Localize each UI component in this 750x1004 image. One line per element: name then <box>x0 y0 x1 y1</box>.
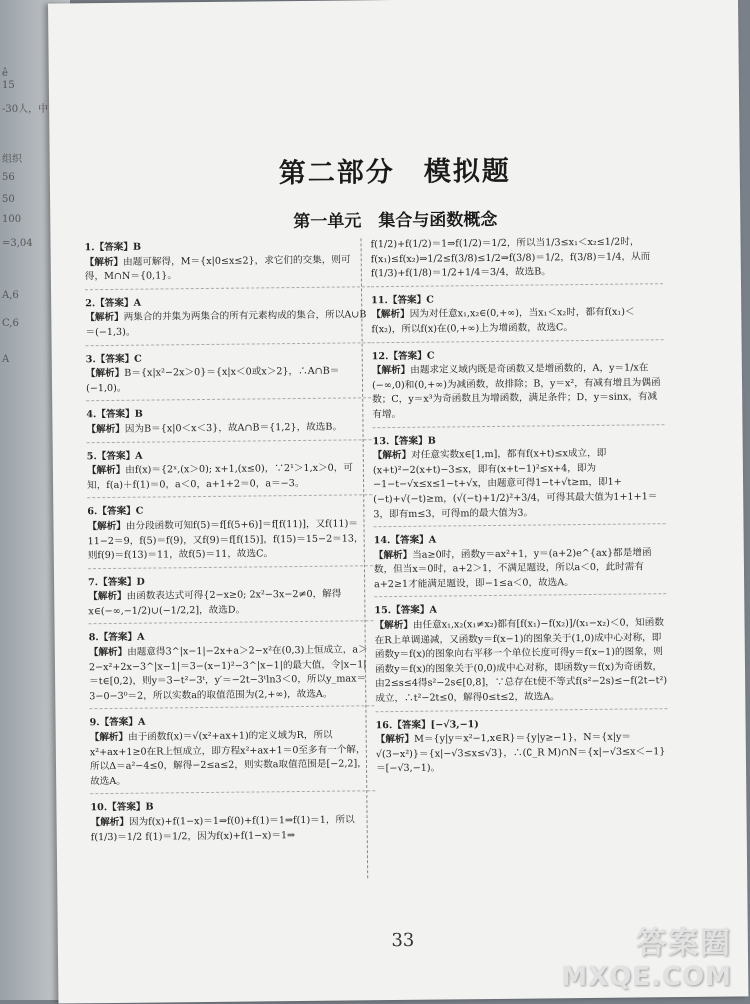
explanation-text: 由于函数f(x)＝√(x²+ax+1)的定义域为R，所以x²+ax+1≥0在R上恒成立，即方程x²+ax+1＝0至多有一个解，所以Δ＝a²−4≤0，解得−2≤a≤2，则实数a取值范围是[−2,2]，故选A。 <box>89 729 367 788</box>
explanation-text: 由题求定义域内既是奇函数又是增函数的，A，y＝1/x在(−∞,0)和(0,+∞)为减函数，故排除；B，y＝x²，有减有增且为偶函数；C，y＝x³为奇函数且为增函数，满足条件；D，y＝sinx，有减有增。 <box>371 362 661 421</box>
answer-label: 9.【答案】A <box>89 717 146 729</box>
explanation-text: 对任意实数x∈[1,m]，都有f(x+t)≤x成立，即(x+t)²−2(x+t)−3≤x，即有(x+t−1)²≤x+4，即为−1−t−√x≤x≤1−t+√x，由题意可得1−t+√t≥m，即1+(−t)+√(−t)≥m，(√(−t)+1/2)²+3/4，可得其最大值为1+1+1＝3，即有m≤3，可得m的最大值为3。 <box>372 447 658 520</box>
explanation-text: 由题可解得，M＝{x|0≤x≤2}，求它们的交集，则可得，M∩N＝{0,1}。 <box>84 254 351 283</box>
item-separator <box>87 495 372 499</box>
explanation-tag: 【解析】 <box>372 449 412 462</box>
answer-label: 6.【答案】C <box>87 505 144 518</box>
explanation-tag: 【解析】 <box>373 549 413 561</box>
explanation-text: 两集合的并集为两集合的所有元素构成的集合，所以A∪B＝(−1,3)。 <box>85 309 367 339</box>
explanation-text: M＝{y|y＝x²−1,x∈R}＝{y|y≥−1}，N＝{x|y＝√(3−x²)}＝{x|−√3≤x≤√3}，∴(∁_R M)∩N＝{x|−√3≤x＜−1}＝[−√3,−1)。 <box>375 731 666 775</box>
answer-item <box>374 602 667 712</box>
adjacent-page-fragment: =3,04 <box>2 238 33 249</box>
explanation-tag: 【解析】 <box>85 312 124 324</box>
answer-label: 4.【答案】B <box>86 408 143 421</box>
adjacent-page-fragment: 100 <box>2 214 22 225</box>
explanation-tag: 【解析】 <box>90 816 130 829</box>
answer-item <box>86 350 371 402</box>
explanation-tag: 【解析】 <box>375 734 415 746</box>
answer-label: 10.【答案】B <box>90 801 154 814</box>
answer-item <box>371 291 663 343</box>
item-separator <box>86 342 371 346</box>
explanation-tag: 【解析】 <box>371 309 410 321</box>
answer-item <box>376 716 669 777</box>
answer-item <box>370 235 662 287</box>
item-separator <box>90 791 375 795</box>
left-column <box>85 238 376 852</box>
explanation-text: 由分段函数可知f(5)＝f[f(5+6)]＝f[f(11)]，又f(11)＝11−2＝9，f(5)＝f(9)，又f(9)＝f[f(15)]，f(15)＝15−2＝13，则f(9)＝f(13)＝11，故f(5)＝11，故选C。 <box>87 518 364 562</box>
item-separator <box>87 439 372 443</box>
item-separator <box>86 398 371 402</box>
explanation-tag: 【解析】 <box>89 731 129 744</box>
answer-label: 11.【答案】C <box>371 294 434 307</box>
item-separator <box>371 283 663 287</box>
explanation-tag: 【解析】 <box>85 367 125 380</box>
answer-label: 16.【答案】[−√3,−1) <box>375 718 479 731</box>
item-separator <box>85 286 370 290</box>
adjacent-page-fragment: -30人，中 <box>2 104 49 115</box>
answer-label: 7.【答案】D <box>88 576 145 588</box>
answer-item <box>85 238 370 290</box>
watermark-url: MXQE.COM <box>561 962 732 992</box>
answer-item <box>85 294 370 346</box>
item-separator <box>372 339 664 343</box>
explanation-tag: 【解析】 <box>371 364 411 377</box>
answer-item <box>86 406 371 443</box>
right-column <box>370 235 668 784</box>
answer-item <box>88 573 373 625</box>
item-separator <box>89 621 374 625</box>
part-title: 第二部分 模拟题 <box>278 155 511 190</box>
explanation-tag: 【解析】 <box>88 646 128 659</box>
answer-item <box>87 503 373 569</box>
answer-label: 1.【答案】B <box>84 241 142 254</box>
item-separator <box>374 594 666 598</box>
item-separator <box>372 424 664 428</box>
explanation-tag: 【解析】 <box>374 619 413 632</box>
adjacent-page-fragment: 50 <box>2 194 15 205</box>
answer-label: 3.【答案】C <box>85 353 142 365</box>
answer-item <box>374 531 667 597</box>
site-watermark <box>561 918 732 992</box>
explanation-tag: 【解析】 <box>84 256 124 268</box>
explanation-tag: 【解析】 <box>88 591 127 603</box>
explanation-text: f(1/2)+f(1/2)＝1⇒f(1/2)＝1/2，所以当1/3≤x₁＜x₂≤1/2时，f(x₁)≤f(x₂)⇒1/2≤f(3/8)≤1/2⇒f(3/8)＝1/2，f(3/8)＝1/4，从而f(1/3)+f(1/8)＝1/2+1/4＝3/4，故选B。 <box>370 236 651 280</box>
watermark-logo-text: 答案圈 <box>636 926 732 961</box>
answer-label: 15.【答案】A <box>374 605 437 617</box>
explanation-tag: 【解析】 <box>86 464 126 477</box>
explanation-text: 当a≥0时，函数y＝ax²+1，y＝(a+2)e^{ax}都是增函数，但当x＝0时，a+2＞1，不满足题设，所以a＜0，此时需有a+2≥1才能满足题设，即−1≤a＜0，故选A。 <box>373 547 652 591</box>
item-separator <box>375 708 667 712</box>
item-separator <box>89 706 374 710</box>
explanation-text: 由题意得3^|x−1|−2x+a＞2−x²在(0,3)上恒成立，a＞2−x²+2x−3^|x−1|＝3−(x−1)²−3^|x−1|的最大值，令|x−1|＝t∈[0,2)，则y＝3−t²−3ᵗ，y′＝−2t−3ᵗln3＜0，所以y_max＝3−0−3⁰＝2，所以实数a的取值范围为(2,+∞)，故选A。 <box>88 644 368 703</box>
book-page <box>48 0 748 1004</box>
answer-item <box>372 347 665 428</box>
item-separator <box>88 565 373 569</box>
adjacent-page-fragment: ê <box>2 68 8 79</box>
explanation-text: 因为B＝{x|0＜x＜3}，故A∩B＝{1,2}，故选B。 <box>124 421 343 435</box>
adjacent-page-fragment: 组织 <box>2 154 22 165</box>
item-separator <box>374 523 666 527</box>
answer-label: 14.【答案】A <box>373 534 437 547</box>
adjacent-page-fragment: 15 <box>2 80 15 91</box>
explanation-text: 由f(x)＝{2ˣ,(x＞0); x+1,(x≤0)，∵2¹＞1,x＞0，可知，f(a)＋f(1)＝0，a＜0，a+1+2＝0，a＝−3。 <box>87 462 353 491</box>
answer-item <box>89 714 375 795</box>
answer-item <box>373 432 666 528</box>
answer-label: 8.【答案】A <box>88 632 145 644</box>
page-number: 33 <box>391 929 415 952</box>
adjacent-page-fragment: A,6 <box>2 290 19 301</box>
adjacent-page-fragment: C,6 <box>2 318 19 329</box>
explanation-text: B＝{x|x²−2x＞0}＝{x|x＜0或x＞2}，∴A∩B＝(−1,0)。 <box>85 365 340 394</box>
explanation-text: 因为对任意x₁,x₂∈(0,+∞)，当x₁＜x₂时，都有f(x₁)＜f(x₂)，所以f(x)在(0,+∞)上为增函数，故选C。 <box>371 306 635 336</box>
answer-label: 5.【答案】A <box>86 450 143 462</box>
answer-label: 2.【答案】A <box>85 297 142 310</box>
explanation-text: 由任意x₁,x₂(x₁≠x₂)都有[f(x₁)−f(x₂)]/(x₁−x₂)＜0，知函数在R上单调递减，又函数y＝f(x−1)的图象关于(1,0)成中心对称，即函数y＝f(x)的图象向右平移一个单位长度可得y＝f(x−1)的图象，则函数y＝f(x)的图象关于(0,0)成中心对称，即函数y＝f(x)为奇函数，由2≤s≤4得s²−2s∈[0,8]，∵总存在t使不等式f(s²−2s)≤−f(2t−t²)成立，∴t²−2t≤0，解得0≤t≤2，故选A。 <box>374 617 668 705</box>
explanation-text: 由函数表达式可得{2−x≥0; 2x²−3x−2≠0，解得x∈(−∞,−1/2)∪(−1/2,2]，故选D。 <box>88 588 342 618</box>
explanation-text: 因为f(x)+f(1−x)＝1⇒f(0)+f(1)＝1⇒f(1)＝1，所以f(1/3)＝1/2 f(1)＝1/2，因为f(x)+f(1−x)＝1⇒ <box>90 814 355 843</box>
answer-label: 13.【答案】B <box>372 435 436 447</box>
answer-label: 12.【答案】C <box>371 350 435 362</box>
answer-item <box>90 799 375 846</box>
explanation-tag: 【解析】 <box>87 520 126 533</box>
explanation-tag: 【解析】 <box>86 423 125 436</box>
answer-item <box>87 447 372 499</box>
answer-item <box>89 629 375 710</box>
unit-title: 第一单元 集合与函数概念 <box>293 209 498 233</box>
adjacent-page-fragment: A <box>2 354 10 365</box>
adjacent-page-fragment: 56 <box>2 172 15 183</box>
